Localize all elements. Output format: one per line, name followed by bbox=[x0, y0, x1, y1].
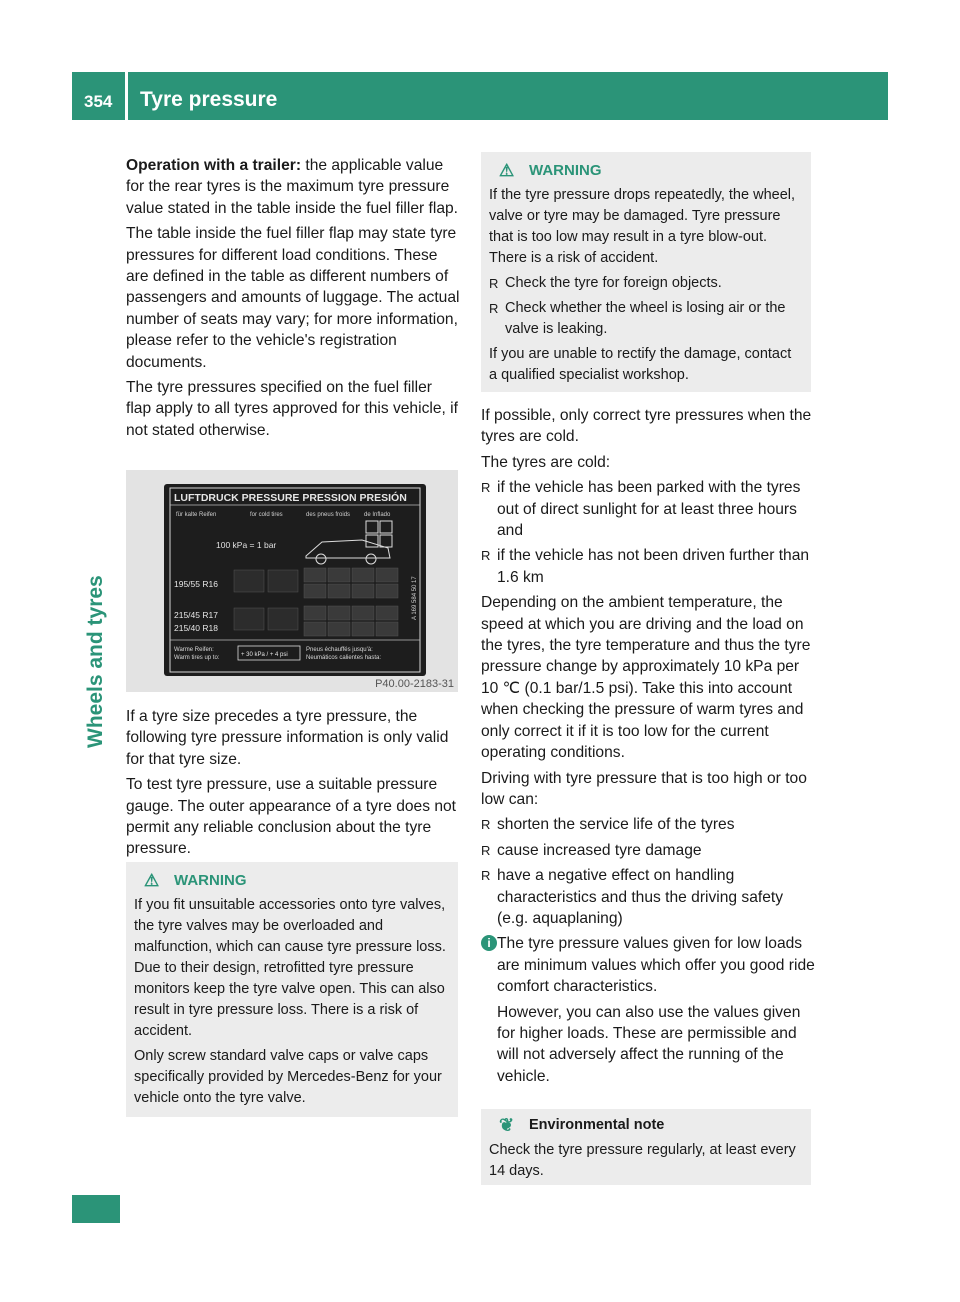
list-item bbox=[481, 545, 815, 588]
list-item-text: cause increased tyre damage bbox=[497, 841, 702, 859]
right-column bbox=[481, 405, 815, 1091]
warning-box-pressure-drop bbox=[481, 152, 811, 392]
info-note bbox=[481, 933, 815, 1087]
warning-text-accessories: If you fit unsuitable accessories onto tyre valves, the tyre valves may be overloaded and malfunction, which can cause tyre pressure loss. Due to their design, retrofitted tyre pressure monitors keep the tyre valve open. This can also result in tyre pressure loss. There is a risk of accident. bbox=[134, 897, 446, 1039]
bullet-icon: R bbox=[481, 480, 491, 496]
bullet-icon: R bbox=[489, 276, 499, 291]
label-sub-fr: des pneus froids bbox=[306, 512, 351, 518]
paragraph-load-conditions: The table inside the fuel filler flap may state tyre pressures for different load conditions. These are defined in the table as different numbers of passengers and amounts of luggage. The actual number of seats may vary; for more information, please refer to the vehicle's registration documents. bbox=[126, 225, 460, 371]
environmental-note-heading bbox=[489, 1115, 803, 1136]
list-item bbox=[481, 840, 815, 861]
bullet-icon: R bbox=[481, 842, 491, 858]
warning-triangle-icon: ⚠ bbox=[144, 871, 160, 890]
warning-triangle-icon: ⚠ bbox=[499, 161, 515, 180]
bullet-icon: R bbox=[481, 868, 491, 884]
list-item-text: have a negative effect on handling characteristics and thus the driving safety (e.g. aquaplaning) bbox=[497, 867, 784, 927]
paragraph-pressure-gauge: To test tyre pressure, use a suitable pressure gauge. The outer appearance of a tyre does not permit any reliable conclusion about the tyre pressure. bbox=[126, 776, 457, 858]
warning-text-valve-caps: Only screw standard valve caps or valve caps specifically provided by Mercedes-Benz for your vehicle onto the tyre valve. bbox=[134, 1048, 442, 1106]
left-column bbox=[126, 155, 460, 445]
warm-label-de: Warme Reifen: bbox=[174, 647, 214, 653]
list-item-text: if the vehicle has not been driven further than 1.6 km bbox=[497, 547, 810, 586]
label-sub-es: de Inflado bbox=[364, 512, 391, 518]
environmental-note-box bbox=[481, 1109, 811, 1185]
bullet-icon: R bbox=[481, 548, 491, 564]
info-text-low-loads: The tyre pressure values given for low loads are minimum values which offer you good ride comfort characteristics. bbox=[497, 935, 815, 996]
bullet-icon: R bbox=[489, 301, 499, 316]
warning-box-valves bbox=[126, 862, 458, 1117]
left-column-lower bbox=[126, 706, 460, 864]
page-number: 354 bbox=[84, 92, 113, 111]
leaf-icon: ❦ bbox=[499, 1115, 515, 1135]
info-icon: i bbox=[481, 935, 497, 951]
tyre-pressure-label-image bbox=[126, 470, 458, 692]
label-conversion: 100 kPa = 1 bar bbox=[216, 540, 277, 550]
environmental-note-text: Check the tyre pressure regularly, at least every 14 days. bbox=[489, 1142, 796, 1179]
list-item bbox=[481, 814, 815, 835]
paragraph-trailer bbox=[126, 155, 460, 219]
section-side-tab-label: Wheels and tyres bbox=[84, 575, 107, 748]
figure-id: P40.00-2183-31 bbox=[375, 678, 454, 690]
list-item bbox=[481, 477, 815, 541]
label-sub-en: for cold tires bbox=[250, 512, 283, 518]
label-part-number: A 169 584 50 17 bbox=[412, 576, 418, 620]
paragraph-tyres-cold: The tyres are cold: bbox=[481, 453, 611, 471]
tyre-size-1: 195/55 R16 bbox=[174, 579, 218, 589]
tyre-size-3: 215/40 R18 bbox=[174, 623, 218, 633]
warm-label-en: Warm tires up to: bbox=[174, 655, 220, 661]
tyre-size-2: 215/45 R17 bbox=[174, 610, 218, 620]
list-item-text: if the vehicle has been parked with the tyres out of direct sunlight for at least three hours and bbox=[497, 479, 801, 540]
warning-heading bbox=[489, 160, 803, 181]
paragraph-wrong-pressure: Driving with tyre pressure that is too high or too low can: bbox=[481, 769, 807, 808]
warm-value: + 30 kPa / + 4 psi bbox=[241, 652, 288, 658]
environmental-note-heading-text: Environmental note bbox=[529, 1117, 665, 1133]
paragraph-temperature: Depending on the ambient temperature, the speed at which you are driving and the load on the tyres, the tyre temperature and thus the tyre pressure change by approximately 10 kPa per 10 ℃ (0.1 bar/1.5 psi). Take this into account when checking the pressure of warm tyres and only correct it if it is too low for the current operating conditions. bbox=[481, 594, 811, 762]
list-item-text: Check whether the wheel is losing air or the valve is leaking. bbox=[505, 300, 786, 337]
trailer-text: the applicable value for the rear tyres is the maximum tyre pressure value stated in the table inside the fuel filler flap. bbox=[126, 157, 459, 217]
tyre-pressure-label-figure bbox=[126, 470, 458, 692]
list-item bbox=[481, 865, 815, 929]
warning-heading-text: WARNING bbox=[174, 872, 247, 889]
warning-text-workshop: If you are unable to rectify the damage, contact a qualified specialist workshop. bbox=[489, 346, 792, 383]
label-title: LUFTDRUCK PRESSURE PRESSION PRESIÓN bbox=[174, 492, 407, 504]
section-side-tab-block bbox=[72, 1195, 120, 1223]
warning-text-pressure-drop: If the tyre pressure drops repeatedly, the wheel, valve or tyre may be damaged. Tyre pressure that is too low may result in a tyre blow-out. There is a risk of accident. bbox=[489, 187, 796, 266]
warning-heading bbox=[134, 870, 450, 891]
header-separator bbox=[125, 72, 128, 120]
bullet-icon: R bbox=[481, 817, 491, 833]
paragraph-approved-tyres: The tyre pressures specified on the fuel filler flap apply to all tyres approved for this vehicle, if not stated otherwise. bbox=[126, 379, 458, 439]
trailer-lead: Operation with a trailer: bbox=[126, 157, 302, 174]
list-item bbox=[489, 273, 803, 294]
page-title: Tyre pressure bbox=[140, 88, 278, 111]
list-item-text: shorten the service life of the tyres bbox=[497, 816, 735, 834]
warning-heading-text: WARNING bbox=[529, 162, 602, 179]
list-item-text: Check the tyre for foreign objects. bbox=[505, 275, 722, 291]
label-sub-de: für kalte Reifen bbox=[176, 512, 217, 518]
info-text-high-loads: However, you can also use the values given for higher loads. These are permissible and will not adversely affect the running of the vehicle. bbox=[497, 1003, 801, 1085]
list-item bbox=[489, 298, 803, 340]
warm-label-es: Neumáticos calientes hasta: bbox=[306, 655, 382, 661]
warm-label-fr: Pneus échauffés jusqu'à: bbox=[306, 647, 373, 653]
paragraph-cold-correct: If possible, only correct tyre pressures when the tyres are cold. bbox=[481, 407, 812, 446]
paragraph-tyre-size: If a tyre size precedes a tyre pressure, the following tyre pressure information is only valid for that tyre size. bbox=[126, 708, 449, 768]
